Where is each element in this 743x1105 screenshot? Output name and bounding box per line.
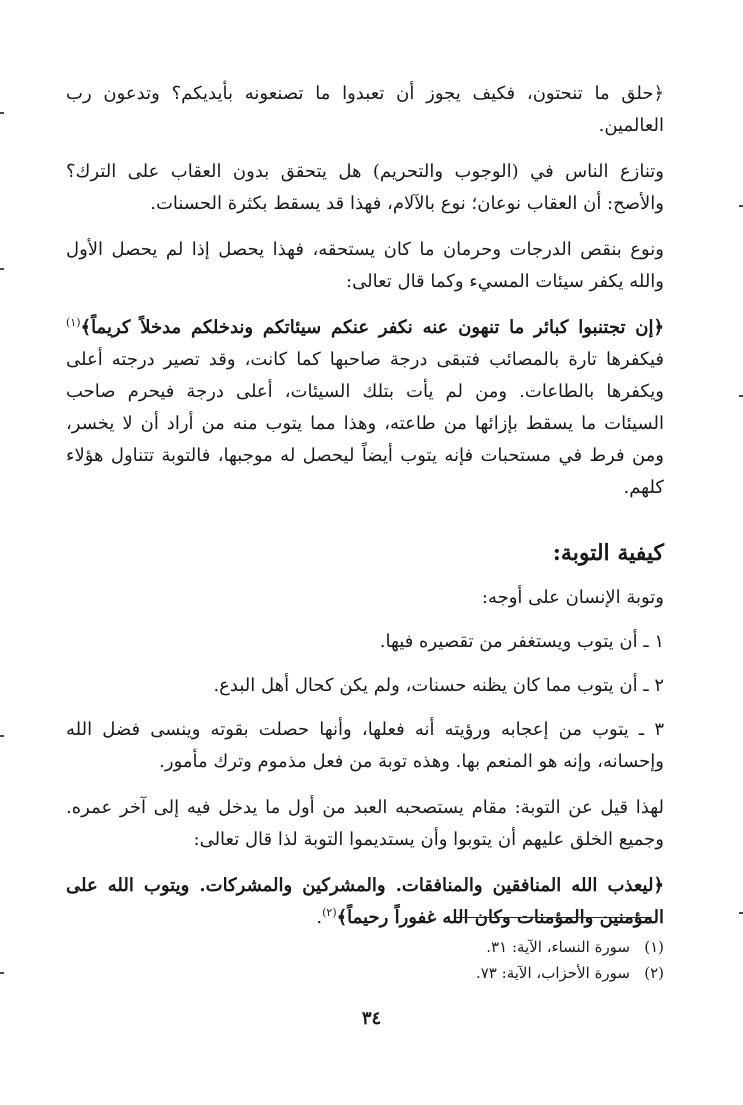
closing-paragraph: لهذا قيل عن التوبة: مقام يستصحبه العبد من أول ما يدخل فيه إلى آخر عمره. وجميع الخلق عليهم أن يتوبوا وأن يستديموا التوبة لذا قال تعالى: bbox=[66, 797, 664, 850]
footnote-ref-2: (٢) bbox=[322, 906, 337, 919]
scan-edge-mark bbox=[0, 268, 4, 270]
footnote-1-text: سورة النساء، الآية: ٣١. bbox=[486, 938, 630, 956]
footnote-divider bbox=[454, 917, 652, 918]
paragraph-3: ونوع بنقص الدرجات وحرمان ما كان يستحقه، فهذا يحصل إذا لم يحصل الأول والله يكفر سيئات المسيء وكما قال تعالى: bbox=[66, 239, 664, 292]
scan-edge-mark bbox=[739, 395, 743, 397]
list-intro: وتوبة الإنسان على أوجه: bbox=[481, 587, 664, 608]
paragraph-1: ﴿حلق ما تنحتون، فكيف يجوز أن تعبدوا ما تصنعونه بأيديكم؟ وتدعون رب العالمين. bbox=[66, 83, 664, 136]
scan-edge-mark bbox=[0, 972, 4, 974]
quran-verse-1: ﴿إن تجتنبوا كبائر ما تنهون عنه نكفر عنكم سيئاتكم وندخلكم مدخلاً كريماً﴾ bbox=[80, 317, 664, 338]
footnote-2 bbox=[66, 960, 664, 986]
section-heading: كيفية التوبة: bbox=[552, 540, 664, 566]
list-item-2: ٢ ـ أن يتوب مما كان يظنه حسنات، ولم يكن كحال أهل البدع. bbox=[213, 675, 664, 696]
verse-paragraph-1 bbox=[66, 312, 664, 504]
verse-2-end: . bbox=[316, 907, 323, 928]
footnote-2-number: (٢) bbox=[644, 964, 664, 982]
scan-edge-mark bbox=[739, 912, 743, 914]
verse-1-continuation: فيكفرها تارة بالمصائب فتبقى درجة صاحبها كما كانت، وقد تصير درجته أعلى ويكفرها بالطاعات. ومن لم يأت بتلك السيئات، أعلى درجة فيحرم صاحب السيئات ما يسقط بإزائها من طاعته، وهذا مما يتوب منه من أراد أن لا يخسر، ومن فرط في مستحبات فإنه يتوب أيضاً ليحصل له موجبها، فالتوبة تتناول هؤلاء كلهم. bbox=[66, 349, 664, 498]
list-item-3: ٣ ـ يتوب من إعجابه ورؤيته أنه فعلها، وأنها حصلت بقوته وينسى فضل الله وإحسانه، وإنه هو المنعم بها. وهذه توبة من فعل مذموم وترك مأمور. bbox=[66, 719, 664, 772]
verse-paragraph-2 bbox=[66, 870, 664, 934]
list-item-1: ١ ـ أن يتوب ويستغفر من تقصيره فيها. bbox=[379, 631, 664, 652]
page-body bbox=[66, 78, 664, 948]
scan-edge-mark bbox=[739, 205, 743, 207]
footnote-ref-1: (١) bbox=[66, 316, 81, 329]
footnotes bbox=[66, 934, 664, 986]
paragraph-2: وتنازع الناس في (الوجوب والتحريم) هل يتحقق بدون العقاب على الترك؟ والأصح: أن العقاب نوعان؛ نوع بالآلام، فهذا قد يسقط بكثرة الحسنات. bbox=[66, 161, 664, 214]
quran-verse-2: ﴿ليعذب الله المنافقين والمنافقات. والمشركين والمشركات. ويتوب الله على المؤمنين والمؤمنات وكان الله غفوراً رحيماً﴾ bbox=[66, 875, 664, 928]
footnote-1 bbox=[66, 934, 664, 960]
scan-edge-mark bbox=[0, 735, 4, 737]
footnote-2-text: سورة الأحزاب، الآية: ٧٣. bbox=[475, 964, 630, 982]
footnote-1-number: (١) bbox=[644, 938, 664, 956]
scan-edge-mark bbox=[0, 112, 4, 114]
page-number: ٣٤ bbox=[361, 1008, 382, 1029]
